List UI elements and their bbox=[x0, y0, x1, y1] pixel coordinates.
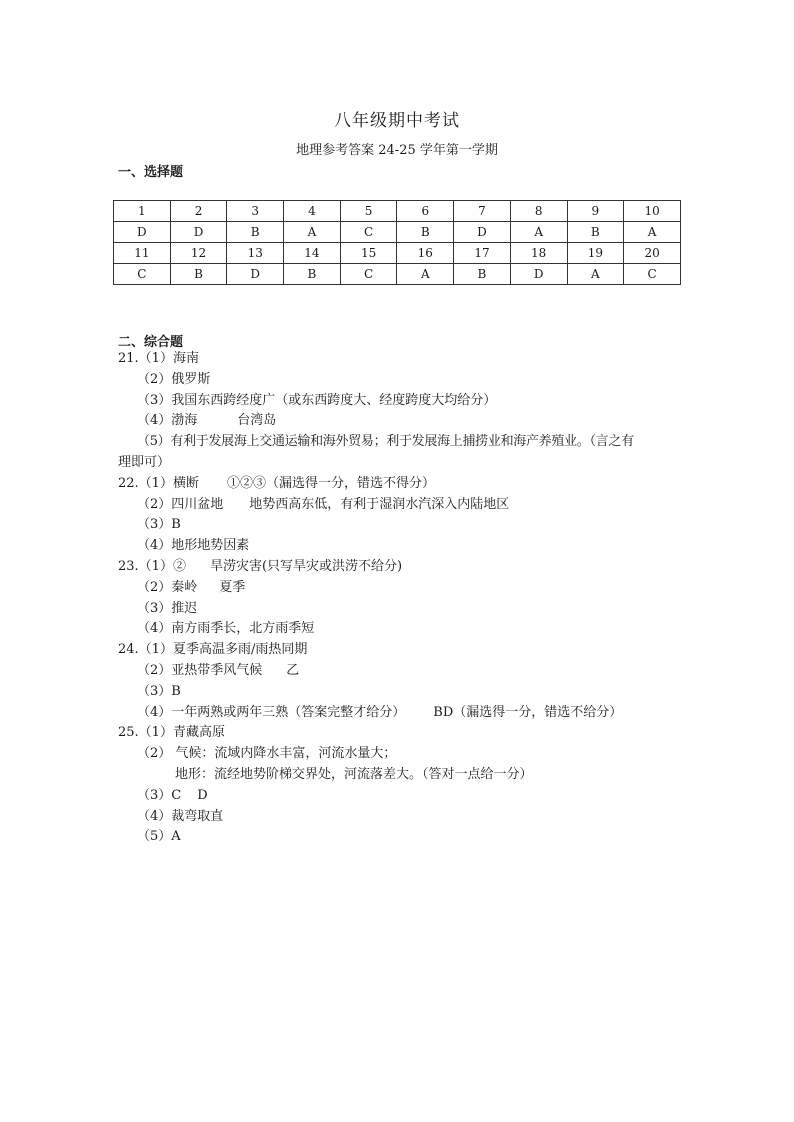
answer-cell: A bbox=[510, 222, 567, 243]
answer-cell: C bbox=[114, 264, 171, 285]
question-number-cell: 6 bbox=[397, 201, 454, 222]
answer-cell: A bbox=[624, 222, 681, 243]
answer-cell: C bbox=[340, 264, 397, 285]
q24-4 bbox=[118, 703, 688, 724]
question-number-cell: 12 bbox=[170, 243, 227, 264]
q24-1: 24.（1）夏季高温多雨/雨热同期 bbox=[118, 642, 308, 658]
answer-cell: D bbox=[114, 222, 171, 243]
q23-1a: 23.（1）② bbox=[118, 558, 186, 574]
question-number-cell: 11 bbox=[114, 243, 171, 264]
q25-2-continued: 地形：流经地势阶梯交界处，河流落差大。（答对一点给一分） bbox=[175, 766, 533, 782]
question-number-cell: 14 bbox=[284, 243, 341, 264]
q24-2a: （2）亚热带季风气候 bbox=[137, 662, 263, 678]
q23-3: （3）推迟 bbox=[137, 600, 198, 616]
q23-2a: （2）秦岭 bbox=[137, 579, 198, 595]
answer-cell: A bbox=[284, 222, 341, 243]
answer-cell: D bbox=[227, 264, 284, 285]
answer-cell: D bbox=[510, 264, 567, 285]
q21-4a: （4）渤海 bbox=[137, 413, 198, 429]
answer-table-row bbox=[114, 243, 681, 264]
q23-4: （4）南方雨季长，北方雨季短 bbox=[137, 621, 315, 637]
answer-table-row bbox=[114, 222, 681, 243]
question-number-cell: 2 bbox=[170, 201, 227, 222]
q22-4: （4）地形地势因素 bbox=[137, 538, 250, 554]
question-number-cell: 8 bbox=[510, 201, 567, 222]
answer-cell: A bbox=[567, 264, 624, 285]
answer-cell: D bbox=[454, 222, 511, 243]
q23-2 bbox=[118, 578, 688, 599]
q25-5: （5）A bbox=[137, 829, 181, 845]
q24-2 bbox=[118, 661, 688, 682]
q21-4b: 台湾岛 bbox=[237, 413, 277, 429]
q22-1b: ①②③（漏选得一分，错选不得分） bbox=[226, 475, 435, 491]
q21-5-continued: 理即可） bbox=[118, 454, 171, 470]
answer-cell: B bbox=[567, 222, 624, 243]
answer-cell: B bbox=[397, 222, 454, 243]
section-multiple-choice-heading: 一、选择题 bbox=[118, 165, 184, 180]
q23-2b: 夏季 bbox=[219, 579, 246, 595]
q22-3: （3）B bbox=[137, 517, 181, 533]
question-number-cell: 3 bbox=[227, 201, 284, 222]
section-comprehensive-heading: 二、综合题 bbox=[118, 335, 184, 350]
q22-1 bbox=[118, 474, 688, 495]
answer-cell: A bbox=[397, 264, 454, 285]
q22-2b: 地势西高东低，有利于湿润水汽深入内陆地区 bbox=[249, 496, 510, 512]
q25-3a: （3）C bbox=[137, 787, 182, 803]
q21-1: 21.（1）海南 bbox=[118, 351, 199, 366]
q22-1a: 22.（1）横断 bbox=[118, 475, 199, 491]
q24-2b: 乙 bbox=[286, 662, 300, 678]
question-number-cell: 15 bbox=[340, 243, 397, 264]
q24-4a: （4）一年两熟或两年三熟（答案完整才给分） bbox=[137, 704, 406, 720]
q25-3b: D bbox=[197, 787, 208, 803]
q24-3: （3）B bbox=[137, 683, 181, 699]
question-number-cell: 19 bbox=[567, 243, 624, 264]
question-number-cell: 10 bbox=[624, 201, 681, 222]
q21-5: （5）有利于发展海上交通运输和海外贸易；利于发展海上捕捞业和海产养殖业。（言之有 bbox=[137, 434, 634, 450]
question-number-cell: 9 bbox=[567, 201, 624, 222]
q23-1b: 旱涝灾害(只写旱灾或洪涝不给分) bbox=[209, 558, 403, 574]
comprehensive-answers bbox=[118, 349, 688, 848]
exam-title: 八年级期中考试 bbox=[334, 111, 460, 131]
answer-cell: C bbox=[340, 222, 397, 243]
answer-cell: C bbox=[624, 264, 681, 285]
question-number-cell: 18 bbox=[510, 243, 567, 264]
answer-table bbox=[113, 200, 681, 285]
q23-1 bbox=[118, 557, 688, 578]
question-number-cell: 17 bbox=[454, 243, 511, 264]
answer-cell: B bbox=[284, 264, 341, 285]
q21-3: （3）我国东西跨经度广（或东西跨度大、经度跨度大均给分） bbox=[137, 392, 497, 408]
answer-cell: B bbox=[170, 264, 227, 285]
q25-3 bbox=[118, 786, 688, 807]
question-number-cell: 20 bbox=[624, 243, 681, 264]
q22-2 bbox=[118, 495, 688, 516]
answer-cell: B bbox=[454, 264, 511, 285]
q22-2a: （2）四川盆地 bbox=[137, 496, 224, 512]
question-number-cell: 5 bbox=[340, 201, 397, 222]
answer-cell: D bbox=[170, 222, 227, 243]
q21-4 bbox=[118, 411, 688, 432]
q25-2: （2） 气候：流域内降水丰富，河流水量大； bbox=[137, 746, 397, 762]
answer-table-row bbox=[114, 264, 681, 285]
q24-4b: BD（漏选得一分，错选不给分） bbox=[433, 704, 623, 720]
question-number-cell: 13 bbox=[227, 243, 284, 264]
q25-1: 25.（1）青藏高原 bbox=[118, 725, 225, 741]
answer-cell: B bbox=[227, 222, 284, 243]
answer-table-row bbox=[114, 201, 681, 222]
question-number-cell: 7 bbox=[454, 201, 511, 222]
question-number-cell: 4 bbox=[284, 201, 341, 222]
exam-subtitle: 地理参考答案 24-25 学年第一学期 bbox=[296, 143, 498, 158]
question-number-cell: 16 bbox=[397, 243, 454, 264]
q25-4: （4）裁弯取直 bbox=[137, 808, 224, 824]
q21-2: （2）俄罗斯 bbox=[137, 371, 211, 387]
question-number-cell: 1 bbox=[114, 201, 171, 222]
